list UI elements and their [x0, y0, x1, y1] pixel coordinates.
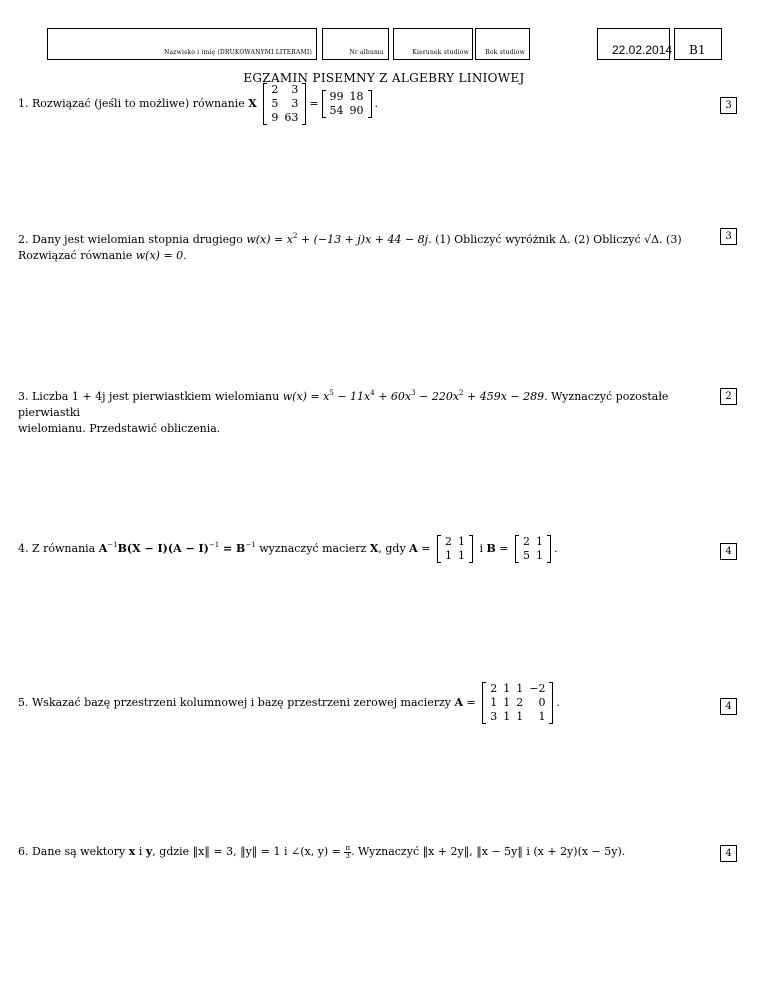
problem-3: 3. Liczba 1 + 4j jest pierwiastkiem wielomianu $w(x) = x^5 - 11x^4 + 60x^3 - 220x^2 + 459x - 289$. Wyznaczyć pozostałe pierwiastki wielomianu. Przedstawić obliczenia.: [18, 389, 669, 435]
matrix-right: 99 18 54 90: [322, 90, 372, 118]
points-6: 4: [720, 845, 737, 862]
year-label: Rok studiów: [485, 49, 525, 56]
field-label: Kierunek studiów: [412, 49, 469, 56]
fraction-pi-3: $\frac{\pi}{3}$: [345, 843, 351, 860]
points-5: 4: [720, 698, 737, 715]
matrix-left: 2 3 5 3 9 63: [263, 83, 306, 125]
field-box[interactable]: [393, 28, 473, 60]
matrix-A: 2 1 1 1: [437, 535, 473, 563]
problem-5: 5. Wskazać bazę przestrzeni kolumnowej i bazę przestrzeni zerowej macierzy A = 2 1 1 −2 1 1 2 0 3 1 1 1 .: [18, 682, 560, 723]
name-box[interactable]: [47, 28, 317, 60]
problem-2: 2. Dany jest wielomian stopnia drugiego $w(x) = x^2 + (-13 + j)x + 44 - 8j$. (1) Obliczyć wyróżnik Δ. (2) Obliczyć √Δ. (3) Rozwiązać równanie w(x) = 0.: [18, 232, 682, 262]
name-label: Nazwisko i imię (DRUKOWANYMI LITERAMI): [164, 49, 312, 56]
matrix-5: 2 1 1 −2 1 1 2 0 3 1 1 1: [482, 682, 553, 724]
points-4: 4: [720, 543, 737, 560]
variant-box: [674, 28, 722, 60]
points-1: 3: [720, 97, 737, 114]
album-label: Nr albumu: [349, 49, 384, 56]
album-box[interactable]: [322, 28, 389, 60]
problem-6: 6. Dane są wektory x i y, gdzie ‖x‖ = 3, ‖y‖ = 1 i ∠(x, y) = $\frac{\pi}{3}$ . Wyznaczyć ‖x + 2y‖, ‖x − 5y‖ i (x + 2y)(x − 5y).: [18, 843, 626, 860]
problem-4: 4. Z równania $A^{-1}B(X - I)(A - I)^{-1} = B^{-1}$ wyznaczyć macierz X, gdy A = 2 1 1 1 i B = 2 1 5 1 .: [18, 535, 558, 562]
exam-date: 22.02.2014: [612, 43, 673, 57]
matrix-B: 2 1 5 1: [515, 535, 551, 563]
exam-variant: B1: [689, 43, 706, 57]
date-box: [597, 28, 673, 60]
problem-1: 1. Rozwiązać (jeśli to możliwe) równanie X 2 3 5 3 9 63 = 99 18 54 90 .: [18, 83, 379, 124]
year-box[interactable]: [475, 28, 530, 60]
points-3: 2: [720, 388, 737, 405]
points-2: 3: [720, 228, 737, 245]
exam-title: EGZAMIN PISEMNY Z ALGEBRY LINIOWEJ: [243, 71, 525, 85]
